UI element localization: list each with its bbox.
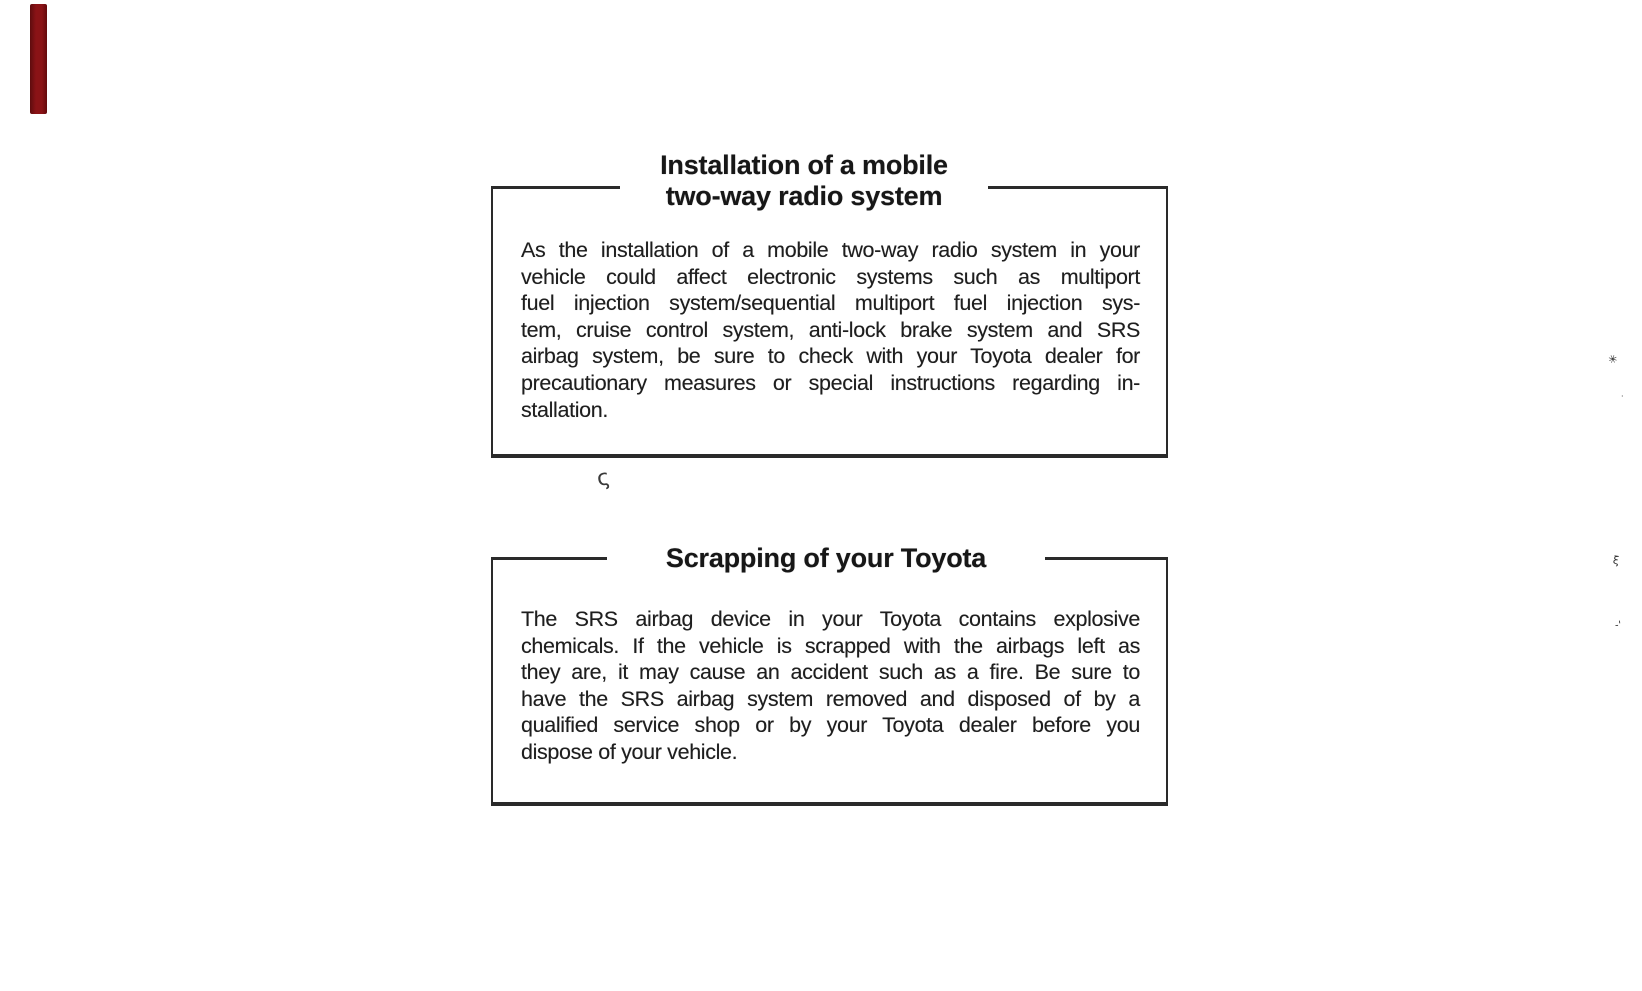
scan-speck: ·: [1621, 392, 1624, 401]
body-line: stallation.: [521, 397, 608, 422]
radio-installation-heading: [614, 150, 994, 212]
body-line: As the installation of a mobile two-way radio system in your: [521, 238, 1140, 262]
scan-speck: -': [1614, 619, 1622, 632]
body-line: they are, it may cause an accident such as a fire. Be sure to: [521, 660, 1140, 685]
body-line: have the SRS airbag system removed and disposed of by a: [521, 686, 1140, 711]
scrapping-heading: [603, 543, 1049, 574]
body-line: fuel injection system/sequential multiport fuel injection sys-: [521, 291, 1140, 316]
body-line: chemicals. If the vehicle is scrapped with the airbags left as: [521, 633, 1140, 658]
scrapping-paragraph: [521, 606, 1140, 766]
body-line: dispose of your vehicle.: [521, 739, 738, 764]
body-line: vehicle could affect electronic systems such as multiport: [521, 264, 1140, 289]
body-line: qualified service shop or by your Toyota dealer before you: [521, 713, 1140, 738]
heading-line: Scrapping of your Toyota: [665, 543, 987, 573]
scan-speck: ✳: [1606, 351, 1620, 368]
body-line: precautionary measures or special instructions regarding in-: [521, 370, 1140, 395]
heading-line: Installation of a mobile: [660, 150, 948, 180]
heading-line: two-way radio system: [665, 181, 943, 211]
scan-speck: ξ: [1612, 553, 1621, 568]
ink-squiggle-artifact: ς: [594, 464, 613, 493]
red-edge-scan-artifact: [30, 4, 47, 114]
body-line: tem, cruise control system, anti-lock brake system and SRS: [521, 317, 1140, 342]
radio-installation-paragraph: [521, 237, 1140, 423]
body-line: airbag system, be sure to check with your Toyota dealer for: [521, 344, 1140, 369]
body-line: The SRS airbag device in your Toyota contains explosive: [521, 607, 1140, 631]
